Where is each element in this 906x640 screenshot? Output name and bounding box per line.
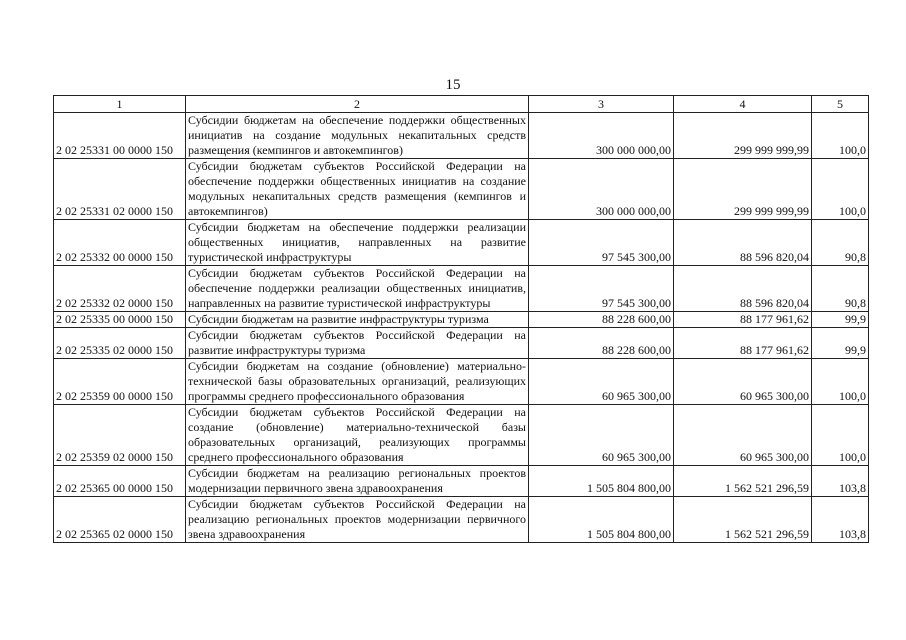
row-col3-value: 88 228 600,00 (529, 312, 674, 328)
row-col5-value: 99,9 (812, 328, 869, 359)
row-col3-value: 300 000 000,00 (529, 113, 674, 159)
row-col5-value: 99,9 (812, 312, 869, 328)
table-row (54, 312, 869, 328)
row-col4-value: 1 562 521 296,59 (674, 466, 812, 497)
row-code: 2 02 25332 02 0000 150 (54, 266, 186, 312)
row-code: 2 02 25359 00 0000 150 (54, 359, 186, 405)
row-col5-value: 90,8 (812, 220, 869, 266)
table-header-row (54, 96, 869, 113)
row-col5-value: 100,0 (812, 359, 869, 405)
row-col4-value: 88 177 961,62 (674, 312, 812, 328)
row-col5-value: 103,8 (812, 466, 869, 497)
row-col4-value: 60 965 300,00 (674, 405, 812, 466)
header-col-5: 5 (812, 96, 869, 113)
row-code: 2 02 25335 02 0000 150 (54, 328, 186, 359)
row-code: 2 02 25331 02 0000 150 (54, 159, 186, 220)
row-col3-value: 300 000 000,00 (529, 159, 674, 220)
row-code: 2 02 25365 02 0000 150 (54, 497, 186, 543)
row-col5-value: 90,8 (812, 266, 869, 312)
row-col4-value: 88 596 820,04 (674, 220, 812, 266)
row-col3-value: 97 545 300,00 (529, 220, 674, 266)
row-code: 2 02 25359 02 0000 150 (54, 405, 186, 466)
budget-table (53, 95, 869, 543)
row-col5-value: 100,0 (812, 405, 869, 466)
table-row (54, 266, 869, 312)
row-col3-value: 60 965 300,00 (529, 405, 674, 466)
table-row (54, 466, 869, 497)
row-description: Субсидии бюджетам субъектов Российской Федерации на создание (обновление) материально-технической базы образовательных организаций, реализующих программы среднего профессионального образования (186, 405, 529, 466)
row-col4-value: 88 177 961,62 (674, 328, 812, 359)
table-row (54, 359, 869, 405)
row-col5-value: 100,0 (812, 113, 869, 159)
row-description: Субсидии бюджетам на создание (обновление) материально-технической базы образовательных организаций, реализующих программы среднего профессионального образования (186, 359, 529, 405)
header-col-1: 1 (54, 96, 186, 113)
row-code: 2 02 25332 00 0000 150 (54, 220, 186, 266)
row-col4-value: 299 999 999,99 (674, 113, 812, 159)
row-description: Субсидии бюджетам субъектов Российской Федерации на обеспечение поддержки реализации общественных инициатив, направленных на развитие туристической инфраструктуры (186, 266, 529, 312)
table-row (54, 497, 869, 543)
row-col5-value: 103,8 (812, 497, 869, 543)
row-description: Субсидии бюджетам субъектов Российской Федерации на реализацию региональных проектов модернизации первичного звена здравоохранения (186, 497, 529, 543)
row-col4-value: 299 999 999,99 (674, 159, 812, 220)
table-row (54, 113, 869, 159)
table-row (54, 328, 869, 359)
row-col5-value: 100,0 (812, 159, 869, 220)
header-col-2: 2 (186, 96, 529, 113)
header-col-4: 4 (674, 96, 812, 113)
header-col-3: 3 (529, 96, 674, 113)
row-description: Субсидии бюджетам субъектов Российской Федерации на развитие инфраструктуры туризма (186, 328, 529, 359)
row-col4-value: 88 596 820,04 (674, 266, 812, 312)
row-col3-value: 88 228 600,00 (529, 328, 674, 359)
row-description: Субсидии бюджетам на обеспечение поддержки общественных инициатив на создание модульных некапитальных средств размещения (кемпингов и автокемпингов) (186, 113, 529, 159)
table-row (54, 220, 869, 266)
table-row (54, 159, 869, 220)
row-description: Субсидии бюджетам на обеспечение поддержки реализации общественных инициатив, направленных на развитие туристической инфраструктуры (186, 220, 529, 266)
row-description: Субсидии бюджетам субъектов Российской Федерации на обеспечение поддержки общественных инициатив на создание модульных некапитальных средств размещения (кемпингов и автокемпингов) (186, 159, 529, 220)
row-code: 2 02 25365 00 0000 150 (54, 466, 186, 497)
row-col3-value: 1 505 804 800,00 (529, 497, 674, 543)
row-description: Субсидии бюджетам на развитие инфраструктуры туризма (186, 312, 529, 328)
row-col4-value: 60 965 300,00 (674, 359, 812, 405)
row-code: 2 02 25335 00 0000 150 (54, 312, 186, 328)
table-row (54, 405, 869, 466)
row-col3-value: 97 545 300,00 (529, 266, 674, 312)
row-col3-value: 1 505 804 800,00 (529, 466, 674, 497)
row-col3-value: 60 965 300,00 (529, 359, 674, 405)
row-col4-value: 1 562 521 296,59 (674, 497, 812, 543)
page-number: 15 (445, 77, 461, 93)
row-description: Субсидии бюджетам на реализацию региональных проектов модернизации первичного звена здравоохранения (186, 466, 529, 497)
row-code: 2 02 25331 00 0000 150 (54, 113, 186, 159)
